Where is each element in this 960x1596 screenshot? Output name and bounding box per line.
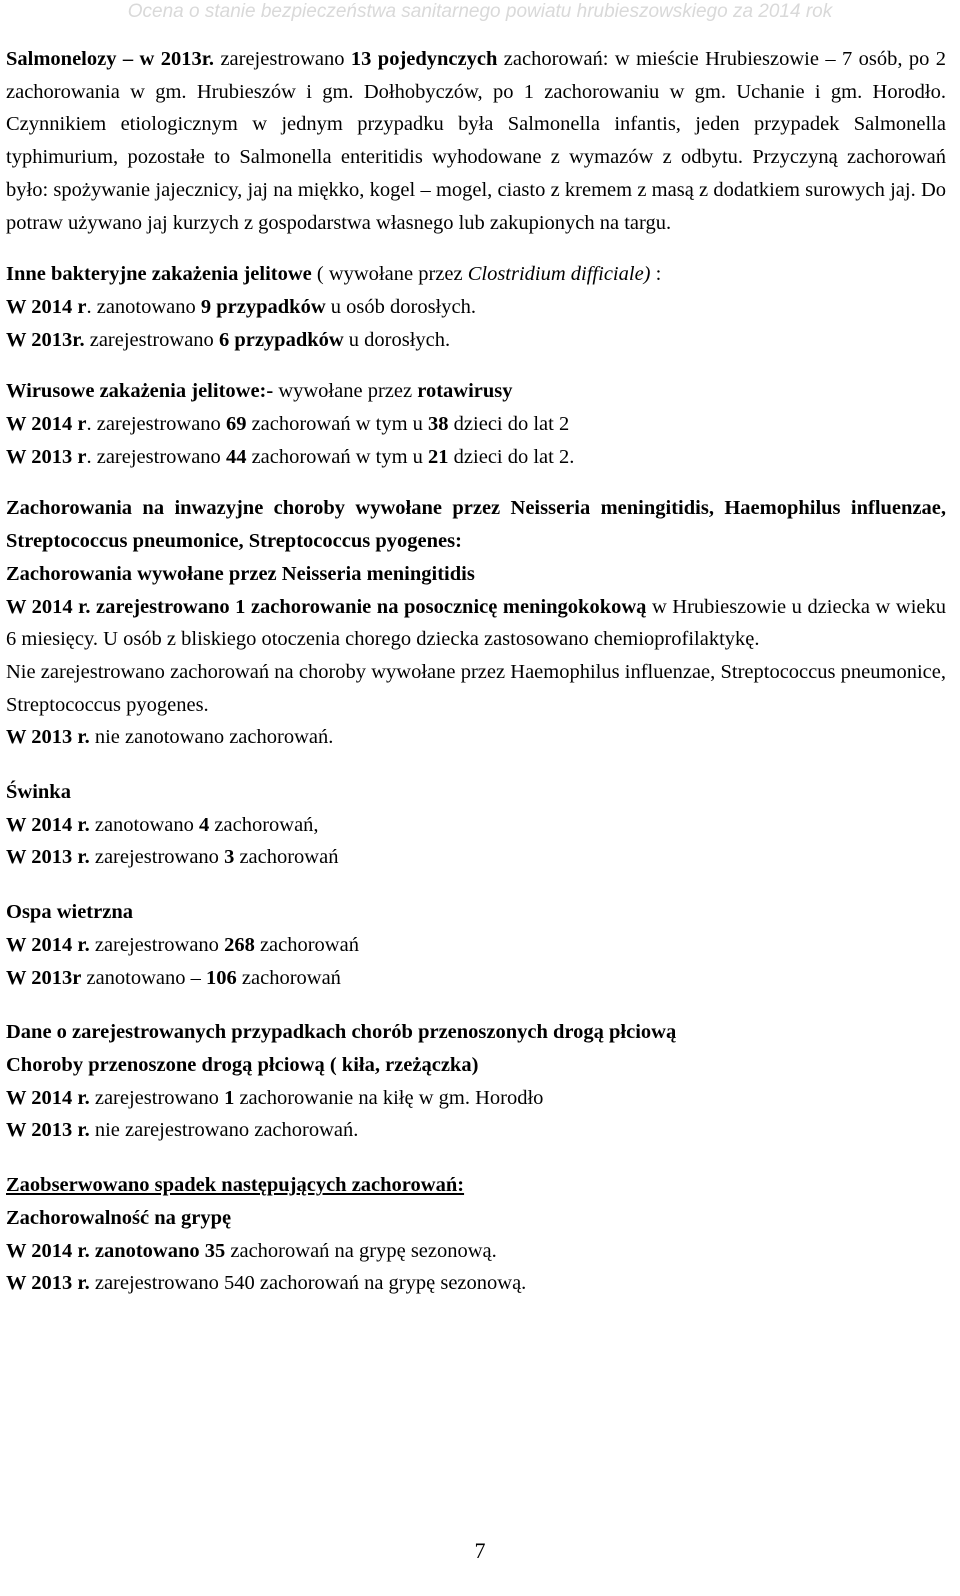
running-header: Ocena o stanie bezpieczeństwa sanitarnego powiatu hrubieszowskiego za 2014 rok <box>127 1 833 22</box>
salmonella-paragraph: Salmonelozy – w 2013r. zarejestrowano 13 pojedynczych zachorowań: w mieście Hrubieszowie – 7 osób, po 2 zachorowania w gm. Hrubieszów i gm. Dołhobyczów, po 1 zachorowaniu w gm. Uchanie i gm. Horodło. Czynnikiem etiologicznym w jednym przypadku była Salmonella infantis, jeden przypadek Salmonella typhimurium, pozostałe to Salmonella enteritidis wyhodowane z wymazów z odbytu. Przyczyną zachorowań było: spożywanie jajecznicy, jaj na miękko, kogel – mogel, ciasto z kremem z masą z dodatkiem surowych jaj. Do potraw używano jaj kurzych z gospodarstwa własnego lub zakupionych na targu. <box>6 48 946 234</box>
spadek-heading: Zaobserwowano spadek następujących zachorowań: <box>6 1174 465 1197</box>
plciowe-2013: W 2013 r. nie zarejestrowano zachorowań. <box>6 1119 359 1142</box>
clostridium-heading: Inne bakteryjne zakażenia jelitowe ( wywołane przez Clostridium difficiale) : <box>6 263 662 286</box>
rotawirusy-2013: W 2013 r. zarejestrowano 44 zachorowań w tym u 21 dzieci do lat 2. <box>6 445 575 468</box>
grypa-2013: W 2013 r. zarejestrowano 540 zachorowań na grypę sezonową. <box>6 1272 527 1295</box>
swinka-2013: W 2013 r. zarejestrowano 3 zachorowań <box>6 846 339 869</box>
inwazyjne-subheading: Zachorowania wywołane przez Neisseria meningitidis <box>6 562 475 585</box>
rotawirusy-heading: Wirusowe zakażenia jelitowe:- wywołane przez rotawirusy <box>6 380 513 403</box>
swinka-heading: Świnka <box>6 781 71 804</box>
inwazyjne-2013: W 2013 r. nie zanotowano zachorowań. <box>6 726 334 749</box>
plciowe-subheading: Choroby przenoszone drogą płciową ( kiła, rzeżączka) <box>6 1053 479 1076</box>
plciowe-2014: W 2014 r. zarejestrowano 1 zachorowanie na kiłę w gm. Horodło <box>6 1086 544 1109</box>
swinka-2014: W 2014 r. zanotowano 4 zachorowań, <box>6 813 319 836</box>
document-body <box>6 43 946 1300</box>
plciowe-heading: Dane o zarejestrowanych przypadkach chorób przenoszonych drogą płciową <box>6 1021 677 1044</box>
spadek-subheading: Zachorowalność na grypę <box>6 1206 232 1229</box>
inwazyjne-heading: Zachorowania na inwazyjne choroby wywołane przez Neisseria meningitidis, Haemophilus influenzae, Streptococcus pneumonice, Streptococcus pyogenes: <box>6 497 946 553</box>
ospa-heading: Ospa wietrzna <box>6 901 133 924</box>
clostridium-2014: W 2014 r. zanotowano 9 przypadków u osób dorosłych. <box>6 295 476 318</box>
ospa-2014: W 2014 r. zarejestrowano 268 zachorowań <box>6 933 359 956</box>
page-number: 7 <box>474 1538 486 1563</box>
grypa-2014: W 2014 r. zanotowano 35 zachorowań na grypę sezonową. <box>6 1239 497 1262</box>
clostridium-2013: W 2013r. zarejestrowano 6 przypadków u dorosłych. <box>6 328 451 351</box>
inwazyjne-none: Nie zarejestrowano zachorowań na choroby wywołane przez Haemophilus influenzae, Streptococcus pneumonice, Streptococcus pyogenes. <box>6 660 946 716</box>
rotawirusy-2014: W 2014 r. zarejestrowano 69 zachorowań w tym u 38 dzieci do lat 2 <box>6 413 570 436</box>
salmonella-lead: Salmonelozy – w 2013r. <box>6 48 215 70</box>
inwazyjne-2014: W 2014 r. zarejestrowano 1 zachorowanie na posocznicę meningokokową w Hrubieszowie u dziecka w wieku 6 miesięcy. U osób z bliskiego otoczenia chorego dziecka zastosowano chemioprofilaktykę. <box>6 595 946 651</box>
ospa-2013: W 2013r zanotowano – 106 zachorowań <box>6 966 341 989</box>
